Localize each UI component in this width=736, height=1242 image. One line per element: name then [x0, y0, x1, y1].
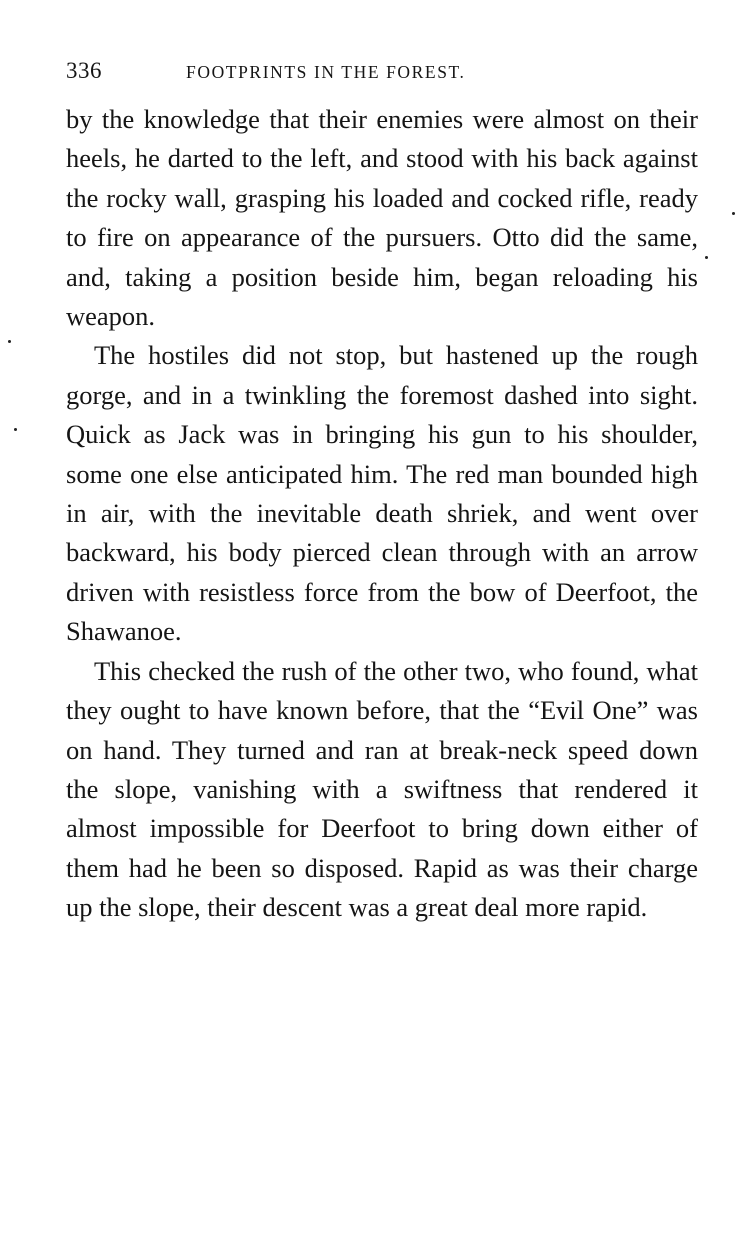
margin-speck	[8, 340, 11, 343]
paragraph-2: The hostiles did not stop, but hastened up the rough gorge, and in a twinkling the foremost dashed into sight. Quick as Jack was in bringing his gun to his shoulder, some one else anticipated him. The red man bounded high in air, with the inevitable death shriek, and went over backward, his body pierced clean through with an arrow driven with resistless force from the bow of Deerfoot, the Shawanoe.	[66, 340, 698, 647]
page-number: 336	[66, 58, 102, 83]
paragraph-3: This checked the rush of the other two, who found, what they ought to have known before, that the “Evil One” was on hand. They turned and ran at break-neck speed down the slope, vanishing with a swiftness that rendered it almost impossible for Deerfoot to bring down either of them had he been so disposed. Rapid as was their charge up the slope, their descent was a great deal more rapid.	[66, 655, 698, 923]
running-head	[66, 58, 698, 98]
paragraph-1: by the knowledge that their enemies were almost on their heels, he darted to the left, and stood with his back against the rocky wall, grasping his loaded and cocked rifle, ready to fire on appearance of the pursuers. Otto did the same, and, taking a position beside him, began reloading his weapon.	[66, 104, 698, 332]
running-title: FOOTPRINTS IN THE FOREST.	[186, 62, 466, 82]
margin-speck	[14, 428, 17, 431]
body-text	[66, 100, 698, 928]
book-page	[66, 58, 698, 928]
margin-speck	[732, 212, 735, 215]
margin-speck	[705, 256, 708, 259]
